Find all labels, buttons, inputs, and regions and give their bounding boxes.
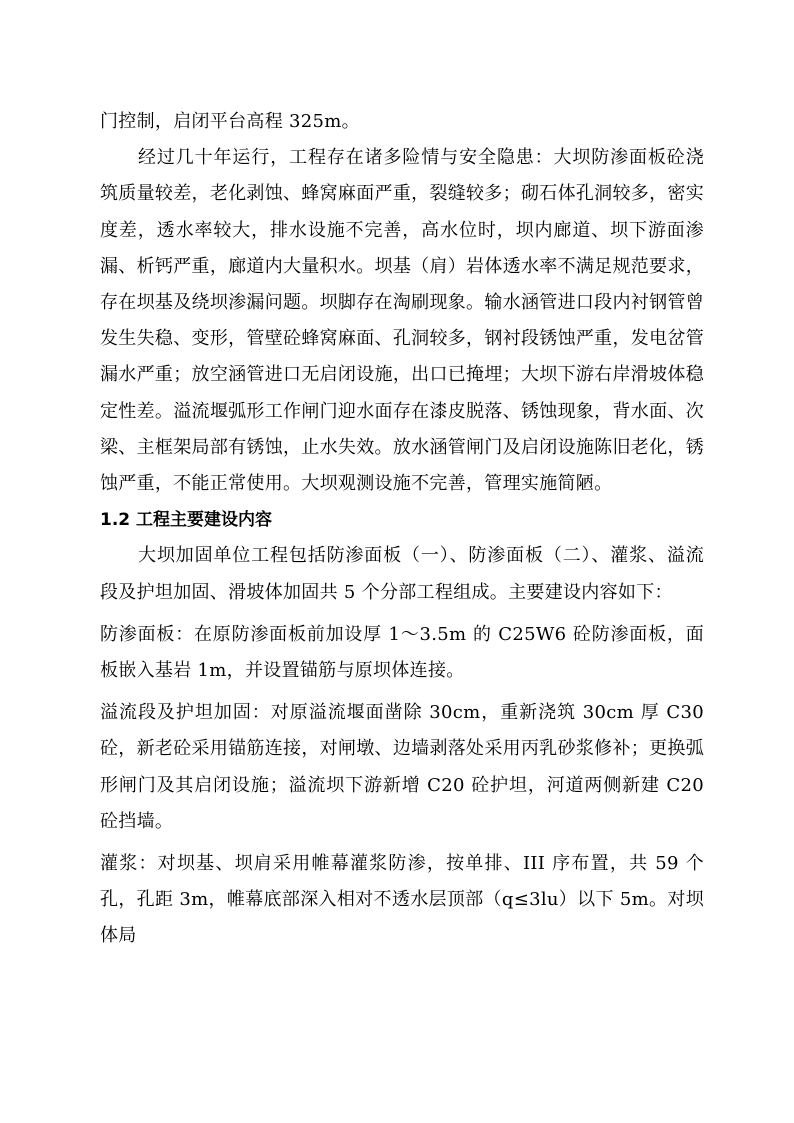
paragraph-spillway: 溢流段及护坦加固：对原溢流堰面凿除 30cm，重新浇筑 30cm 厚 C30 砼，新老砼采用锚筋连接，对闸墩、边墙剥落处采用丙乳砂浆修补；更换弧形闸门及其启闭设施；溢流坝下游新增 C20 砼护坦，河道两侧新建 C20 砼挡墙。 (100, 702, 704, 832)
section-heading: 1.2 工程主要建设内容 (100, 510, 273, 531)
paragraph-grouting: 灌浆：对坝基、坝肩采用帷幕灌浆防渗，按单排、III 序布置，共 59 个孔，孔距 3m，帷幕底部深入相对不透水层顶部（q≤3lu）以下 5m。对坝体局 (100, 853, 704, 947)
paragraph-risks: 经过几十年运行，工程存在诸多险情与安全隐患：大坝防渗面板砼浇筑质量较差，老化剥蚀、蜂窝麻面严重，裂缝较多；砌石体孔洞较多，密实度差，透水率较大，排水设施不完善，高水位时，坝内廊道、坝下游面渗漏、析钙严重，廊道内大量积水。坝基（肩）岩体透水率不满足规范要求，存在坝基及绕坝渗漏问题。坝脚存在淘刷现象。输水涵管进口段内衬钢管曾发生失稳、变形，管壁砼蜂窝麻面、孔洞较多，钢衬段锈蚀严重，发电岔管漏水严重；放空涵管进口无启闭设施，出口已掩埋；大坝下游右岸滑坡体稳定性差。溢流堰弧形工作闸门迎水面存在漆皮脱落、锈蚀现象，背水面、次梁、主框架局部有锈蚀，止水失效。放水涵管闸门及启闭设施陈旧老化，锈蚀严重，不能正常使用。大坝观测设施不完善，管理实施简陋。 (100, 147, 704, 495)
paragraph-seepage-panel: 防渗面板：在原防渗面板前加设厚 1～3.5m 的 C25W6 砼防渗面板，面板嵌入基岩 1m，并设置锚筋与原坝体连接。 (100, 623, 704, 682)
document-body (100, 104, 704, 955)
paragraph-overview: 大坝加固单位工程包括防渗面板（一）、防渗面板（二）、灌浆、溢流段及护坦加固、滑坡体加固共 5 个分部工程组成。主要建设内容如下： (100, 545, 704, 603)
paragraph-continuation: 门控制，启闭平台高程 325m。 (100, 111, 360, 132)
